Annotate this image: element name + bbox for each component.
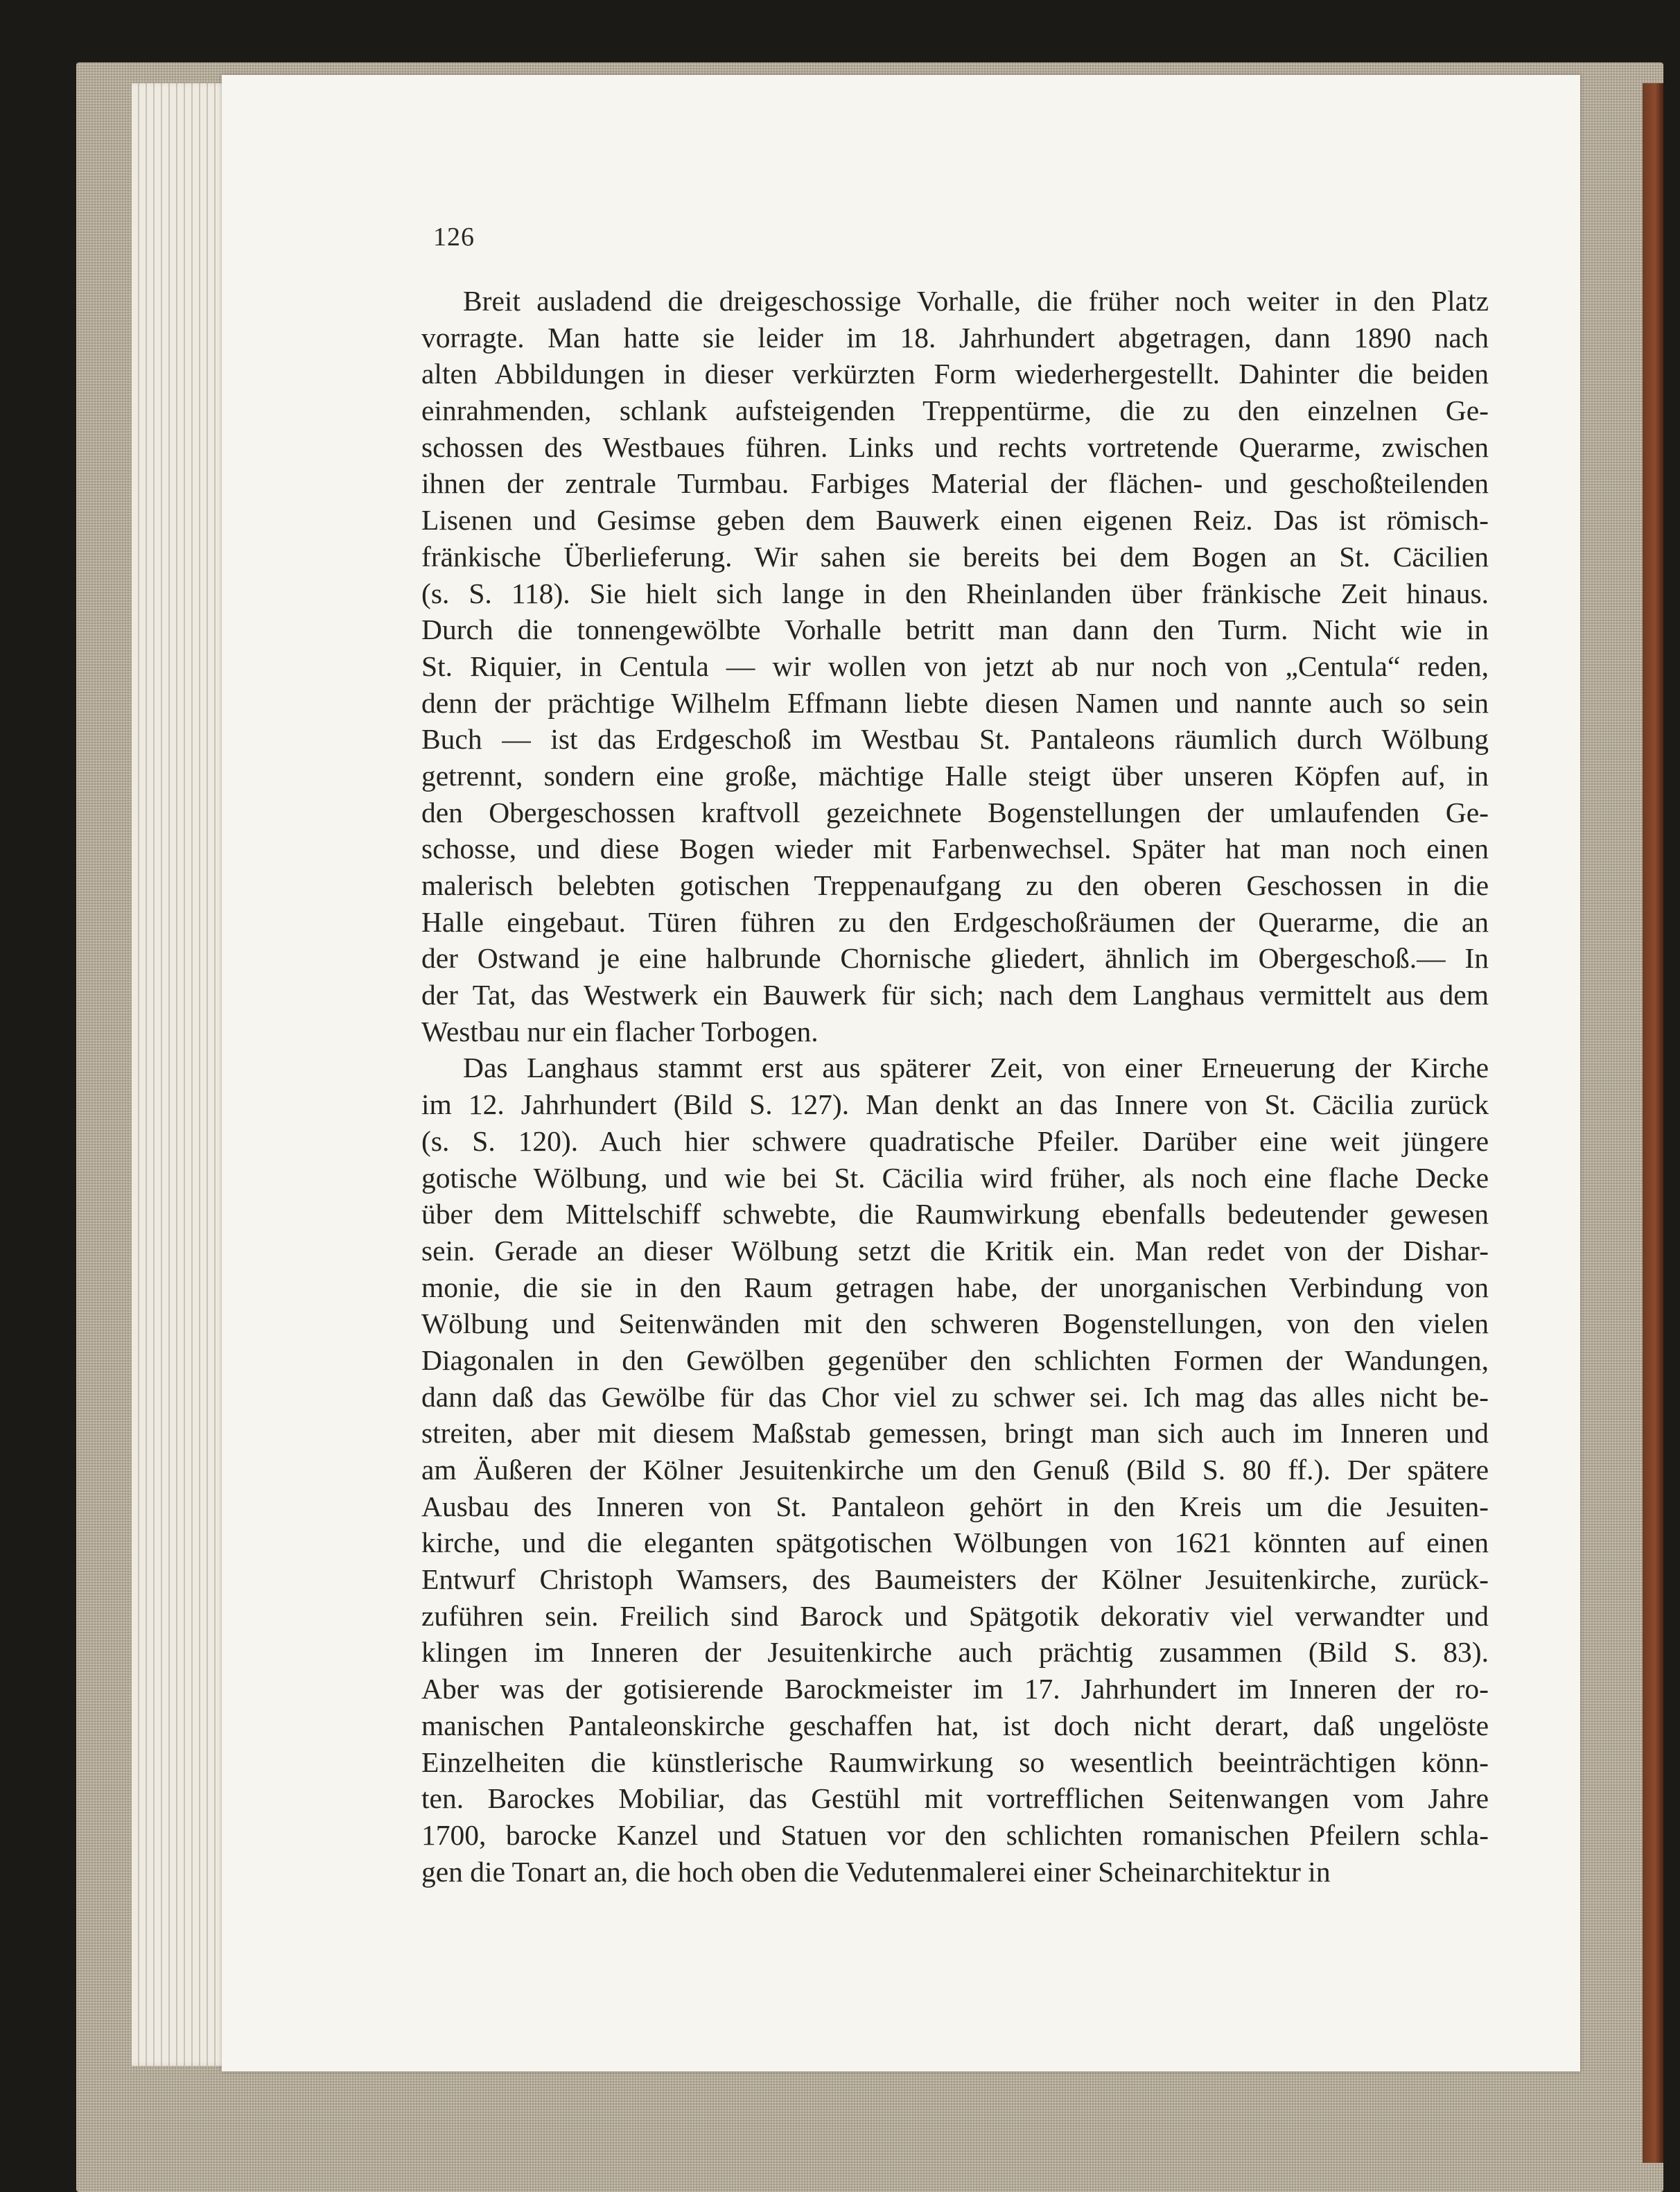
text-line: manischen Pantaleonskirche geschaffen hat, ist doch nicht derart, daß ungelöste — [421, 1709, 1489, 1741]
text-line: dann daß das Gewölbe für das Chor viel zu schwer sei. Ich mag das alles nicht be- — [421, 1380, 1489, 1413]
text-line: streiten, aber mit diesem Maßstab gemessen, bringt man sich auch im Inneren und — [421, 1417, 1489, 1450]
text-line: über dem Mittelschiff schwebte, die Raumwirkung ebenfalls bedeutender gewesen — [421, 1198, 1489, 1230]
text-line: (s. S. 118). Sie hielt sich lange in den Rheinlanden über fränkische Zeit hinaus. — [421, 577, 1489, 609]
text-line: der Tat, das Westwerk ein Bauwerk für sich; nach dem Langhaus vermittelt aus dem — [421, 979, 1489, 1011]
text-line: der Ostwand je eine halbrunde Chornische gliedert, ähnlich im Obergeschoß.— In — [421, 942, 1489, 975]
book-spine-edge — [1643, 83, 1663, 2163]
text-line: Aber was der gotisierende Barockmeister im 17. Jahrhundert im Inneren der ro- — [421, 1673, 1489, 1705]
text-line: Entwurf Christoph Wamsers, des Baumeisters der Kölner Jesuitenkirche, zurück- — [421, 1563, 1489, 1596]
text-line: vorragte. Man hatte sie leider im 18. Jahrhundert abgetragen, dann 1890 nach — [421, 321, 1489, 354]
page-number: 126 — [433, 223, 475, 252]
text-line: Einzelheiten die künstlerische Raumwirkung so wesentlich beeinträchtigen könn- — [421, 1746, 1489, 1778]
text-line: ihnen der zentrale Turmbau. Farbiges Material der flächen- und geschoßteilenden — [421, 467, 1489, 500]
text-line: am Äußeren der Kölner Jesuitenkirche um den Genuß (Bild S. 80 ff.). Der spätere — [421, 1454, 1489, 1486]
text-line: einrahmenden, schlank aufsteigenden Treppentürme, die zu den einzelnen Ge- — [421, 394, 1489, 427]
text-line: (s. S. 120). Auch hier schwere quadratische Pfeiler. Darüber eine weit jüngere — [421, 1124, 1489, 1157]
text-line: Westbau nur ein flacher Torbogen. — [421, 1015, 819, 1047]
text-line: Breit ausladend die dreigeschossige Vorhalle, die früher noch weiter in den Platz — [463, 285, 1489, 317]
body-text — [421, 283, 1489, 1890]
text-line: Wölbung und Seitenwänden mit den schweren Bogenstellungen, von den vielen — [421, 1307, 1489, 1340]
text-line: ten. Barockes Mobiliar, das Gestühl mit vortrefflichen Seitenwangen vom Jahre — [421, 1782, 1489, 1815]
text-line: malerisch belebten gotischen Treppenaufgang zu den oberen Geschossen in die — [421, 869, 1489, 901]
text-line: 1700, barocke Kanzel und Statuen vor den schlichten romanischen Pfeilern schla- — [421, 1818, 1489, 1851]
text-line: denn der prächtige Wilhelm Effmann liebte diesen Namen und nannte auch so sein — [421, 686, 1489, 719]
text-line: Lisenen und Gesimse geben dem Bauwerk einen eigenen Reiz. Das ist römisch- — [421, 504, 1489, 537]
text-line: monie, die sie in den Raum getragen habe, der unorganischen Verbindung von — [421, 1271, 1489, 1303]
text-line: Ausbau des Inneren von St. Pantaleon gehört in den Kreis um die Jesuiten- — [421, 1490, 1489, 1522]
text-line: getrennt, sondern eine große, mächtige Halle steigt über unseren Köpfen auf, in — [421, 759, 1489, 792]
text-line: gen die Tonart an, die hoch oben die Vedutenmalerei einer Scheinarchitektur in — [421, 1855, 1331, 1888]
text-line: Diagonalen in den Gewölben gegenüber den schlichten Formen der Wandungen, — [421, 1343, 1489, 1376]
text-line: schosse, und diese Bogen wieder mit Farbenwechsel. Später hat man noch einen — [421, 833, 1489, 865]
text-line: fränkische Überlieferung. Wir sahen sie bereits bei dem Bogen an St. Cäcilien — [421, 540, 1489, 573]
text-line: den Obergeschossen kraftvoll gezeichnete Bogenstellungen der umlaufenden Ge- — [421, 796, 1489, 828]
text-line: gotische Wölbung, und wie bei St. Cäcilia wird früher, als noch eine flache Decke — [421, 1161, 1489, 1194]
text-line: sein. Gerade an dieser Wölbung setzt die Kritik ein. Man redet von der Dishar- — [421, 1234, 1489, 1267]
text-line: Das Langhaus stammt erst aus späterer Zeit, von einer Erneuerung der Kirche — [463, 1052, 1489, 1084]
text-line: kirche, und die eleganten spätgotischen Wölbungen von 1621 könnten auf einen — [421, 1526, 1489, 1559]
text-line: alten Abbildungen in dieser verkürzten Form wiederhergestellt. Dahinter die beiden — [421, 358, 1489, 390]
text-line: Buch — ist das Erdgeschoß im Westbau St. Pantaleons räumlich durch Wölbung — [421, 723, 1489, 756]
text-line: Durch die tonnengewölbte Vorhalle betritt man dann den Turm. Nicht wie in — [421, 614, 1489, 646]
text-line: St. Riquier, in Centula — wir wollen von jetzt ab nur noch von „Centula“ reden, — [421, 650, 1489, 682]
text-line: im 12. Jahrhundert (Bild S. 127). Man denkt an das Innere von St. Cäcilia zurück — [421, 1088, 1489, 1121]
text-line: Halle eingebaut. Türen führen zu den Erdgeschoßräumen der Querarme, die an — [421, 905, 1489, 938]
text-line: schossen des Westbaues führen. Links und rechts vortretende Querarme, zwischen — [421, 430, 1489, 463]
text-line: klingen im Inneren der Jesuitenkirche auch prächtig zusammen (Bild S. 83). — [421, 1636, 1489, 1669]
text-line: zuführen sein. Freilich sind Barock und Spätgotik dekorativ viel verwandter und — [421, 1599, 1489, 1632]
